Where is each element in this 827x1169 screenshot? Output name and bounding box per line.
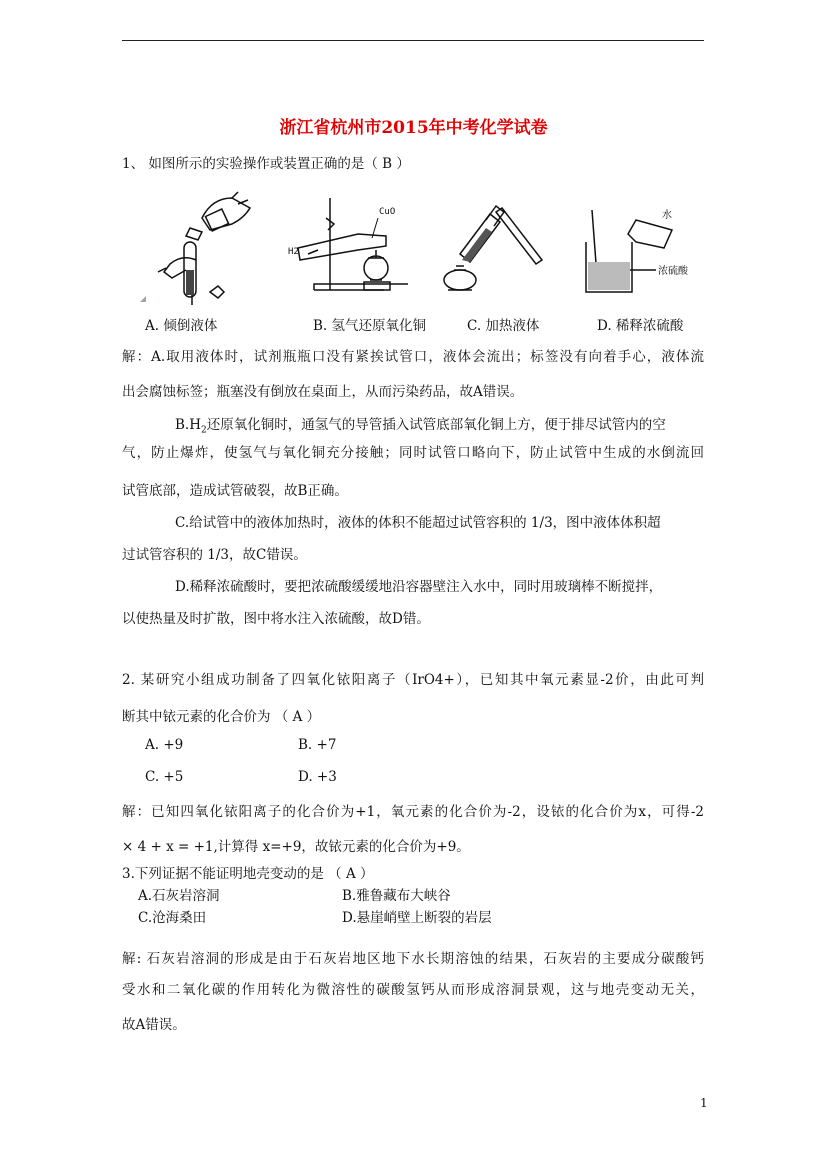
q1-solution-a-line2: 出会腐蚀标签；瓶塞没有倒放在桌面上，从而污染药品，故A错误。 bbox=[122, 384, 524, 400]
page-title: 浙江省杭州市2015年中考化学试卷 bbox=[279, 118, 548, 138]
q3-solution-line3: 故A错误。 bbox=[122, 1017, 186, 1033]
q3-solution-line2: 受水和二氧化碳的作用转化为微溶性的碳酸氢钙从而形成溶洞景观，这与地壳变动无关， bbox=[122, 982, 704, 998]
q1-solution-a-line1: 解：A.取用液体时，试剂瓶瓶口没有紧挨试管口，液体会流出；标签没有向着手心，液体流 bbox=[122, 349, 704, 365]
q3-option-b: B.雅鲁藏布大峡谷 bbox=[342, 888, 451, 904]
q1-stem: 1、 如图所示的实验操作或装置正确的是（ B ） bbox=[122, 156, 410, 172]
q3-solution-line1: 解: 石灰岩溶洞的形成是由于石灰岩地区地下水长期溶蚀的结果，石灰岩的主要成分碳酸钙 bbox=[122, 951, 704, 967]
q2-stem-line2: 断其中铱元素的化合价为 （ A ） bbox=[122, 709, 321, 725]
q2-option-b: B. +7 bbox=[298, 737, 337, 753]
header-rule bbox=[122, 40, 704, 41]
q2-option-c: C. +5 bbox=[145, 769, 184, 785]
caption-d: D. 稀释浓硫酸 bbox=[597, 318, 684, 334]
q3-option-c: C.沧海桑田 bbox=[138, 910, 207, 926]
q1-solution-c-line1: C.给试管中的液体加热时，液体的体积不能超过试管容积的 1/3，图中液体体积超 bbox=[175, 515, 661, 531]
figure-d-dilution bbox=[580, 190, 700, 305]
q1-solution-d-line2: 以使热量及时扩散，图中将水注入浓硫酸，故D错。 bbox=[122, 611, 430, 627]
caption-c: C. 加热液体 bbox=[467, 318, 540, 334]
q1-solution-d-line1: D.稀释浓硫酸时，要把浓硫酸缓缓地沿容器壁注入水中，同时用玻璃棒不断搅拌， bbox=[175, 579, 663, 595]
q3-stem: 3.下列证据不能证明地壳变动的是 （ A ） bbox=[122, 866, 374, 882]
water-label: 水 bbox=[662, 210, 672, 221]
acid-label: 浓硫酸 bbox=[658, 266, 688, 277]
h2-label: H2 bbox=[288, 247, 299, 257]
q2-stem-line1: 2. 某研究小组成功制备了四氧化铱阳离子（IrO4+），已知其中氧元素显-2价，由此可判 bbox=[122, 672, 704, 688]
q2-option-d: D. +3 bbox=[298, 769, 337, 785]
figure-a-pouring bbox=[140, 190, 260, 305]
q1-solution-b-line3: 试管底部，造成试管破裂，故B正确。 bbox=[122, 483, 348, 499]
q2-solution-line2: × 4 + x = +1,计算得 x=+9，故铱元素的化合价为+9。 bbox=[122, 839, 470, 855]
q3-option-a: A.石灰岩溶洞 bbox=[138, 888, 220, 904]
cuo-label: CuO bbox=[379, 207, 396, 217]
q3-option-d: D.悬崖峭壁上断裂的岩层 bbox=[342, 910, 492, 926]
q1-figures bbox=[140, 190, 688, 305]
page-number: 1 bbox=[700, 1096, 708, 1110]
q2-solution-line1: 解：已知四氧化铱阳离子的化合价为+1，氧元素的化合价为-2，设铱的化合价为x，可得-2 bbox=[122, 804, 704, 820]
q1-solution-c-line2: 过试管容积的 1/3，故C错误。 bbox=[122, 547, 307, 563]
caption-b: B. 氢气还原氧化铜 bbox=[313, 318, 427, 334]
q2-option-a: A. +9 bbox=[145, 737, 184, 753]
figure-b-reduction bbox=[278, 190, 408, 305]
figure-c-heating bbox=[430, 190, 550, 305]
q1-solution-b-line2: 气，防止爆炸，使氢气与氧化铜充分接触；同时试管口略向下，防止试管中生成的水倒流回 bbox=[122, 445, 704, 461]
caption-a: A. 倾倒液体 bbox=[145, 318, 218, 334]
q1-solution-b-line1: $B.H_2$还原氧化铜时，通氢气的导管插入试管底部氧化铜上方，便于排尽试管内的空 bbox=[175, 417, 666, 436]
